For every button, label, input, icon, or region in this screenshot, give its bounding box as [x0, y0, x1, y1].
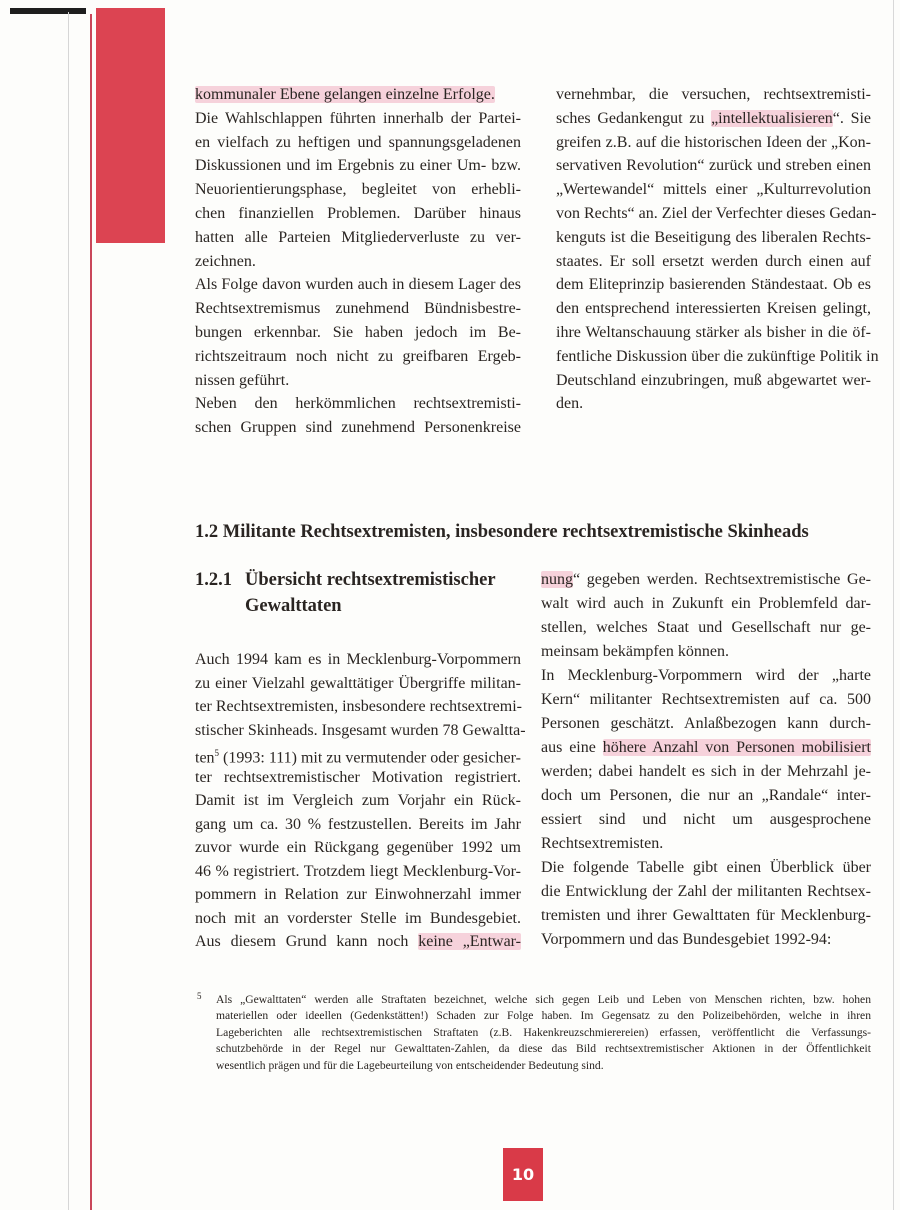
text-line: doch um Personen, die nur an „Randale“ inter-	[541, 787, 871, 804]
text-line: kenguts ist die Beseitigung des liberalen Rechts-	[556, 228, 871, 246]
paragraph	[541, 664, 871, 856]
text-line: nissen geführt.	[195, 371, 290, 389]
text-line: Kern“ militanter Rechtsextremisten auf ca. 500	[541, 691, 871, 708]
text-segment: (1993: 111) mit zu vermutender oder gesicher-	[219, 749, 521, 767]
text-line: 46 % registriert. Trotzdem liegt Mecklenburg-Vor-	[195, 862, 521, 880]
footnote-line: Als „Gewalttaten“ werden alle Straftaten bezeichnet, welche sich gegen Leib und Leben von Menschen richten, bzw. hohen	[216, 993, 871, 1006]
text-line	[195, 930, 521, 954]
text-line: ihre Weltanschauung stärker als bisher in die öf-	[556, 323, 871, 341]
right-column-bottom	[541, 568, 871, 952]
text-line: In Mecklenburg-Vorpommern wird der „harte	[541, 667, 871, 684]
text-line: meinsam bekämpfen können.	[541, 643, 729, 660]
red-margin-block	[96, 8, 165, 243]
text-line: Personen geschätzt. Anlaßbezogen kann durch-	[541, 715, 871, 732]
text-segment: “. Sie	[832, 109, 872, 127]
text-line	[541, 736, 871, 760]
paragraph	[195, 648, 526, 954]
subsection-title-line2: Gewalttaten	[245, 596, 342, 616]
text-line: ter Rechtsextremisten, insbesondere rechtsextremi-	[195, 698, 522, 715]
text-line: werden; dabei handelt es sich in der Mehrzahl je-	[541, 763, 871, 780]
text-line: schen Gruppen sind zunehmend Personenkreise	[195, 419, 521, 437]
text-line: walt wird auch in Zukunft ein Problemfeld dar-	[541, 595, 871, 612]
paragraph	[195, 392, 521, 440]
text-line: Rechtsextremisten.	[541, 835, 664, 852]
subsection-number: 1.2.1	[195, 570, 232, 590]
text-line: Diskussionen und im Ergebnis zu einer Um- bzw.	[195, 157, 521, 175]
text-line: zeichnen.	[195, 252, 256, 270]
paragraph	[556, 83, 879, 416]
text-line: stischer Skinheads. Insgesamt wurden 78 Gewaltta-	[195, 721, 526, 739]
text-segment: ten	[195, 749, 215, 767]
text-line: den entsprechend interessierten Kreisen gelingt,	[556, 300, 871, 318]
text-line: Vorpommern und das Bundesgebiet 1992-94:	[541, 931, 832, 948]
text-line	[556, 107, 871, 131]
text-line: Rechtsextremismus zunehmend Bündnisbestre-	[195, 300, 521, 318]
text-line: vernehmbar, die versuchen, rechtsextremisti-	[556, 86, 871, 103]
text-line: gang um ca. 30 % festzustellen. Bereits im Jahr	[195, 815, 521, 833]
text-line: „Wertewandel“ mittels einer „Kulturrevolution	[556, 181, 871, 199]
footnote-line: Lageberichten alle rechtsextremistischen Straftaten (z.B. Hakenkreuzschmierereien) erfassen, veröffentlicht die Verfassungs-	[216, 1025, 871, 1039]
footnote-text	[216, 992, 871, 1074]
text-segment: “ gegeben werden. Rechtsextremistische Ge-	[573, 571, 871, 588]
paragraph	[541, 856, 871, 952]
text-line: pommern in Relation zur Einwohnerzahl immer	[195, 886, 521, 903]
text-line: stellen, welches Staat und Gesellschaft nur ge-	[541, 619, 871, 636]
highlighted-text: keine „Entwar-	[418, 933, 522, 950]
text-line: Die Wahlschlappen führten innerhalb der Partei-	[195, 109, 521, 127]
text-line: greifen z.B. auf die historischen Ideen der „Kon-	[556, 133, 871, 151]
paragraph	[195, 273, 521, 392]
footnote-number: 5	[197, 991, 202, 1001]
text-line: richtszeitraum noch nicht zu greifbaren Ergeb-	[195, 347, 521, 365]
text-line: Damit ist im Vergleich zum Vorjahr ein Rück-	[195, 792, 521, 809]
text-line: ter rechtsextremistischer Motivation registriert.	[195, 768, 521, 786]
text-line: Neuorientierungsphase, begleitet von erhebli-	[195, 181, 521, 199]
text-line: hatten alle Parteien Mitgliederverluste zu ver-	[195, 228, 521, 246]
text-line: von Rechts“ an. Ziel der Verfechter dieses Gedan-	[556, 204, 877, 222]
text-line	[195, 742, 521, 766]
text-line	[195, 83, 521, 107]
text-segment: Aus diesem Grund kann noch	[195, 933, 419, 950]
text-line: zu einer Vielzahl gewalttätiger Übergriffe militan-	[195, 674, 521, 692]
text-line: fentliche Diskussion über die zukünftige Politik in	[556, 347, 879, 365]
text-line: den.	[556, 395, 584, 413]
red-margin-rule	[90, 14, 92, 1210]
left-column-top	[195, 83, 521, 440]
text-line: zuvor wurde ein Rückgang gegenüber 1992 um	[195, 839, 521, 856]
text-line: essiert sind und nicht um ausgesprochene	[541, 811, 871, 828]
paragraph	[541, 568, 871, 664]
footnote-line: materiellen oder ideellen (Gedenkstätten!) Schaden zur Folge haben. Im Gegensatz zu den Polizeibehörden, welche in ihren	[216, 1009, 871, 1023]
right-column-top	[556, 83, 879, 416]
text-line: Die folgende Tabelle gibt einen Überblick über	[541, 859, 871, 876]
page-number: 10	[511, 1165, 535, 1184]
margin-rule	[68, 12, 69, 1210]
text-line: Als Folge davon wurden auch in diesem Lager des	[195, 276, 521, 294]
footnote-line: schutzbehörde in der Regel nur Gewalttaten-Zahlen, da diese das Bild rechtsextremistischer Aktionen in der Öffentlichkeit	[216, 1042, 871, 1056]
text-line: Neben den herkömmlichen rechtsextremisti-	[195, 395, 521, 413]
section-heading: 1.2 Militante Rechtsextremisten, insbesondere rechtsextremistische Skinheads	[195, 522, 809, 542]
highlighted-text: nung	[541, 571, 573, 588]
text-line: Deutschland einzubringen, muß abgewartet wer-	[556, 371, 871, 389]
text-line: bungen erkennbar. Sie haben jedoch im Be-	[195, 323, 521, 341]
text-segment: sches Gedankengut zu	[556, 109, 712, 127]
top-rule	[10, 8, 86, 14]
text-line: noch mit an vorderster Stelle im Bundesgebiet.	[195, 909, 521, 927]
text-line: chen finanziellen Problemen. Darüber hinaus	[195, 204, 521, 222]
subsection-heading	[195, 567, 496, 619]
paragraph	[195, 83, 521, 107]
text-line: Auch 1994 kam es in Mecklenburg-Vorpommern	[195, 651, 521, 668]
text-line: servativen Revolution“ zurück und streben einen	[556, 157, 871, 175]
page-edge	[893, 0, 894, 1210]
highlighted-text: höhere Anzahl von Personen mobilisiert	[602, 739, 871, 756]
page-number-box	[503, 1148, 543, 1201]
text-line: staates. Er soll ersetzt werden durch einen auf	[556, 252, 871, 270]
text-line: dem Eliteprinzip basierenden Ständestaat. Ob es	[556, 276, 871, 294]
paragraph	[195, 107, 521, 274]
subsection-title-line1: Übersicht rechtsextremistischer	[245, 570, 496, 590]
footnote-reference: 5	[214, 748, 220, 758]
text-line: die Entwicklung der Zahl der militanten Rechtsex-	[541, 883, 871, 900]
text-line: en vielfach zu heftigen und spannungsgeladenen	[195, 133, 521, 151]
footnote-line: wesentlich prägen und für die Lagebeurteilung von entscheidender Bedeutung sind.	[216, 1058, 604, 1072]
highlighted-text: „intellektualisieren	[711, 109, 833, 127]
text-line	[541, 568, 871, 592]
highlighted-text: kommunaler Ebene gelangen einzelne Erfolge.	[195, 86, 495, 103]
left-column-bottom	[195, 648, 526, 954]
text-line: tremisten und ihrer Gewalttaten für Mecklenburg-	[541, 907, 871, 924]
text-segment: aus eine	[541, 739, 603, 756]
